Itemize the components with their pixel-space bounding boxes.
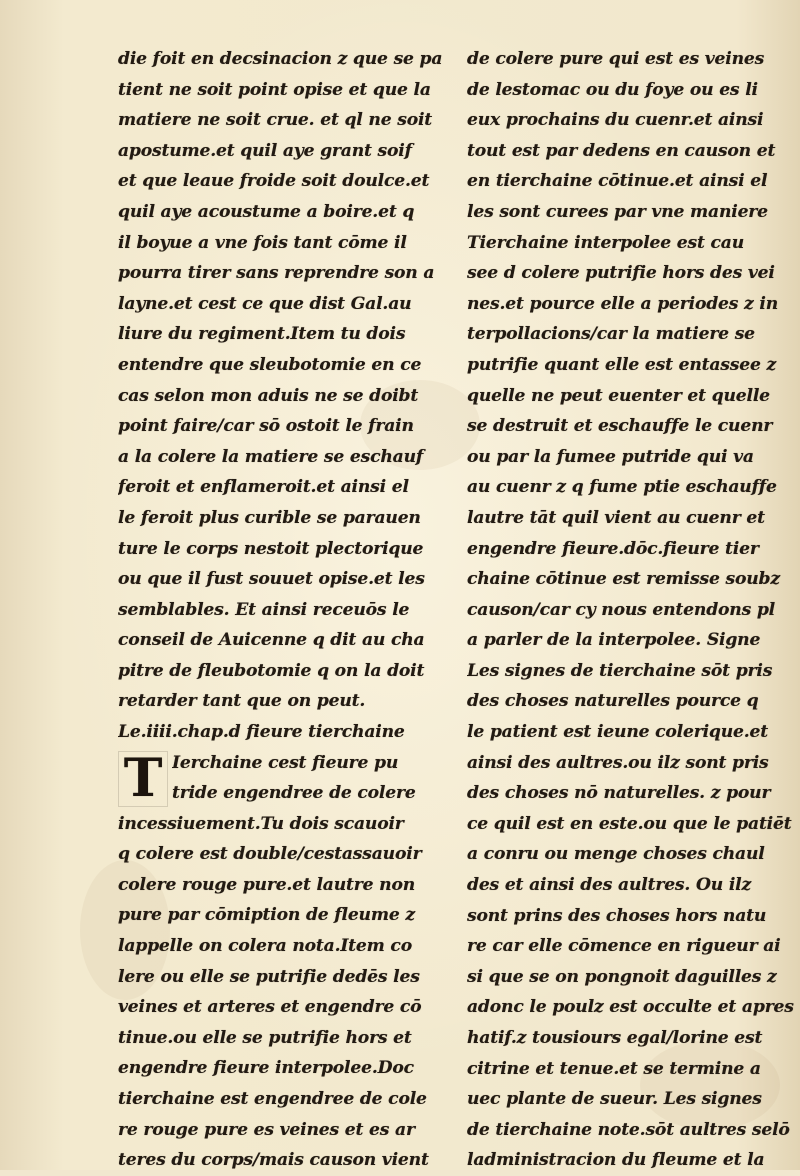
text-line: ou que il fust souuet opise.et les	[118, 569, 425, 590]
text-line: ou par la fumee putride qui va	[467, 446, 754, 467]
text-line: lere ou elle se putrifie dedēs les	[118, 966, 420, 987]
text-line: les sont curees par vne maniere	[467, 201, 768, 222]
text-line: tierchaine est engendree de cole	[118, 1089, 427, 1109]
text-line: des et ainsi des aultres. Ou ilz	[467, 875, 752, 896]
text-line: des choses nō naturelles. z pour	[467, 783, 771, 804]
text-line: de tierchaine note.sōt aultres selō	[467, 1119, 790, 1140]
text-line: entendre que sleubotomie en ce	[118, 354, 422, 375]
text-line: tient ne soit point opise et que la	[118, 79, 431, 100]
text-line: incessiuement.Tu dois scauoir	[118, 813, 404, 834]
text-line: uec plante de sueur. Les signes	[467, 1089, 762, 1110]
chapter-heading: Le.iiii.chap.d fieure tierchaine	[118, 722, 405, 743]
right-text-column	[467, 44, 800, 1176]
text-line: chaine cōtinue est remisse soubz	[467, 569, 780, 590]
text-line: engendre fieure.dōc.fieure tier	[467, 538, 759, 559]
left-text-column	[118, 44, 456, 1176]
text-line: semblables. Et ainsi receuōs le	[118, 599, 410, 620]
initial-line: tride engendree de colere	[172, 783, 416, 804]
text-line: Les signes de tierchaine sōt pris	[467, 660, 773, 681]
text-line: q colere est double/cestassauoir	[118, 844, 422, 865]
text-line: die foit en decsinacion z que se pa	[118, 49, 443, 69]
text-line: ainsi des aultres.ou ilz sont pris	[467, 752, 769, 773]
left-column-continuation	[118, 809, 456, 1176]
text-line: teres du corps/mais causon vient	[118, 1150, 429, 1171]
text-line: feroit et enflameroit.et ainsi el	[118, 477, 409, 498]
text-line: se destruit et eschauffe le cuenr	[467, 416, 773, 437]
text-line: see d colere putrifie hors des vei	[467, 263, 775, 284]
text-line: a conru ou menge choses chaul	[467, 844, 765, 865]
text-line: sont prins des choses hors natu	[467, 905, 767, 926]
text-line: point faire/car sō ostoit le frain	[118, 416, 414, 437]
text-line: re car elle cōmence en rigueur ai	[467, 936, 781, 957]
text-line: a la colere la matiere se eschauf	[118, 446, 424, 467]
text-line: re rouge pure es veines et es ar	[118, 1119, 415, 1140]
text-line: layne.et cest ce que dist Gal.au	[118, 293, 412, 314]
text-line: au cuenr z q fume ptie eschauffe	[467, 477, 777, 498]
text-line: hatif.z tousiours egal/lorine est	[467, 1028, 763, 1048]
text-line: pure par cōmiption de fleume z	[118, 905, 415, 926]
text-line: en tierchaine cōtinue.et ainsi el	[467, 171, 768, 192]
text-line: pourra tirer sans reprendre son a	[118, 263, 435, 284]
text-line: il boyue a vne fois tant cōme il	[118, 232, 407, 253]
text-line: pitre de fleubotomie q on la doit	[118, 660, 425, 681]
text-line: engendre fieure interpolee.Doc	[118, 1058, 414, 1079]
text-line: ture le corps nestoit plectorique	[118, 538, 424, 559]
text-line: matiere ne soit crue. et ql ne soit	[118, 110, 433, 131]
text-line: adonc le poulz est occulte et apres	[467, 997, 794, 1018]
text-line: nes.et pource elle a periodes z in	[467, 293, 778, 314]
text-line: terpollacions/car la matiere se	[467, 324, 755, 345]
text-line: citrine et tenue.et se termine a	[467, 1058, 761, 1079]
text-line: et que leaue froide soit doulce.et	[118, 171, 430, 192]
initial-line: Ierchaine cest fieure pu	[172, 752, 399, 773]
text-line: causon/car cy nous entendons pl	[467, 599, 775, 620]
text-line: apostume.et quil aye grant soif	[118, 140, 412, 161]
text-line: Tierchaine interpolee est cau	[467, 232, 745, 253]
text-line: tinue.ou elle se putrifie hors et	[118, 1027, 412, 1048]
text-line: a parler de la interpolee. Signe	[467, 630, 761, 651]
text-line: des choses naturelles pource q	[467, 691, 759, 712]
text-line: ce quil est en este.ou que le patiēt	[467, 813, 792, 834]
text-line: le feroit plus curible se parauen	[118, 507, 421, 528]
text-line: de colere pure qui est es veines	[467, 49, 765, 69]
left-column-body	[118, 44, 456, 717]
text-line: quil aye acoustume a boire.et q	[118, 201, 415, 222]
right-column-body	[467, 44, 800, 1176]
text-line: ladministracion du fleume et la	[467, 1150, 765, 1171]
text-line: lautre tāt quil vient au cuenr et	[467, 507, 765, 528]
text-line: retarder tant que on peut.	[118, 691, 366, 712]
text-line: tout est par dedens en causon et	[467, 140, 776, 161]
text-line: lappelle on colera nota.Item co	[118, 936, 412, 957]
text-line: cas selon mon aduis ne se doibt	[118, 385, 419, 406]
initial-block	[118, 748, 456, 809]
text-line: si que se on pongnoit daguilles z	[467, 966, 777, 987]
decorated-initial-letter: T	[118, 751, 168, 807]
text-line: conseil de Auicenne q dit au cha	[118, 630, 425, 651]
text-line: de lestomac ou du foye ou es li	[467, 79, 758, 100]
text-line: le patient est ieune colerique.et	[467, 722, 769, 743]
text-line: putrifie quant elle est entassee z	[467, 354, 777, 375]
text-line: eux prochains du cuenr.et ainsi	[467, 110, 764, 131]
text-line: quelle ne peut euenter et quelle	[467, 385, 770, 406]
text-line: colere rouge pure.et lautre non	[118, 874, 415, 895]
text-line: veines et arteres et engendre cō	[118, 997, 422, 1018]
text-line: liure du regiment.Item tu dois	[118, 324, 406, 345]
